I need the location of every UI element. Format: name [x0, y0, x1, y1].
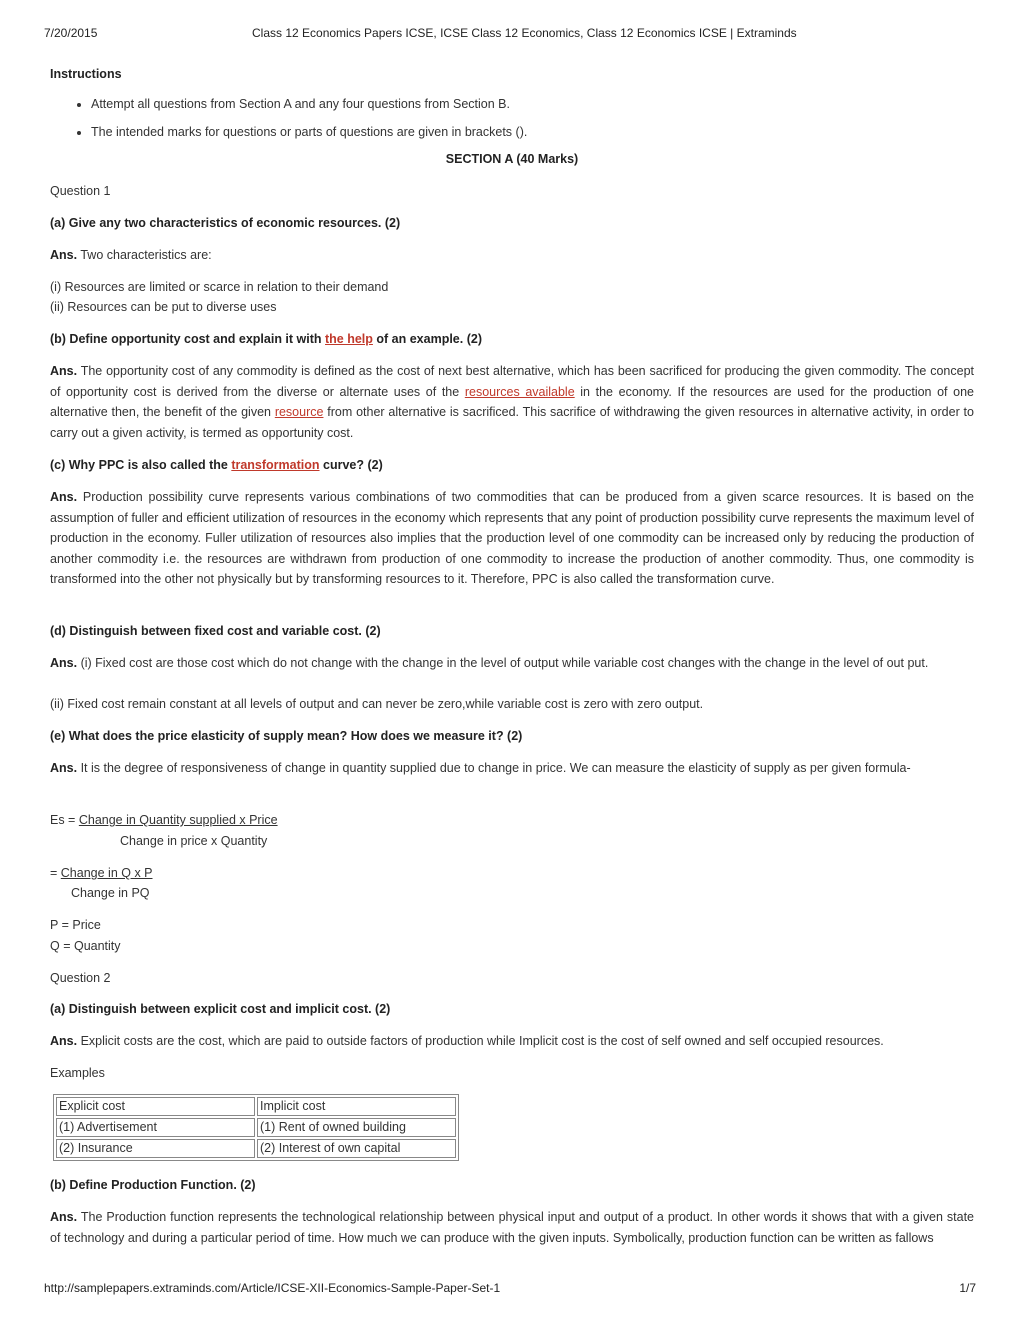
ans-label: Ans. — [50, 656, 78, 670]
table-row — [56, 1118, 456, 1137]
q1c-question: (c) Why PPC is also called the transformation curve? (2) — [50, 458, 383, 472]
section-a-heading: SECTION A (40 Marks) — [445, 152, 579, 166]
q1d-question: (d) Distinguish between fixed cost and variable cost. (2) — [50, 624, 381, 638]
ans-label: Ans. — [50, 761, 78, 775]
ans-label: Ans. — [50, 1034, 78, 1048]
table-cell: (2) Insurance — [56, 1139, 255, 1158]
table-cell: (1) Advertisement — [56, 1118, 255, 1137]
q1a-point-1: (i) Resources are limited or scarce in relation to their demand — [50, 280, 389, 294]
print-date: 7/20/2015 — [44, 26, 98, 40]
q1c-answer: Ans. Production possibility curve represents various combinations of two commodities that can be produced from a given scarce resources. It is based on the assumption of fuller and efficient utilization of resources in the economy which represents that any point of production possibility curve represents the maximum level of production in the economy. Fuller utilization of resources also implies that the production level of one commodity can be increased only by reducing the production of another commodity i.e. the resources are withdrawn from production of one commodity to increase the production of another commodity. Thus, one commodity is transformed into the other not physically but by transforming resources to it. Therefore, PPC is also called the transformation curve. — [50, 490, 974, 586]
q1b-question: (b) Define opportunity cost and explain it with the help of an example. (2) — [50, 332, 482, 346]
q1e-question: (e) What does the price elasticity of supply mean? How does we measure it? (2) — [50, 729, 523, 743]
q1b-answer: Ans. The opportunity cost of any commodity is defined as the cost of next best alternative, which has been sacrificed for producing the given commodity. The concept of opportunity cost is derived from the diverse or alternate uses of the resources available in the economy. If the resources are used for the production of one alternative then, the benefit of the given resource from other alternative is sacrificed. This sacrifice of withdrawing the given resources in alternative activity, in order to carry out a given activity, is termed as opportunity cost. — [50, 364, 974, 440]
instruction-item: • Attempt all questions from Section A and any four questions from Section B. — [91, 94, 971, 115]
q2a-answer: Ans. Explicit costs are the cost, which are paid to outside factors of production while Implicit cost is the cost of self owned and self occupied resources. — [50, 1034, 884, 1048]
formula-2-numerator: = Change in Q x P — [50, 866, 153, 880]
ans-label: Ans. — [50, 364, 78, 378]
price-definition: P = Price — [50, 918, 101, 932]
table-cell: (1) Rent of owned building — [257, 1118, 456, 1137]
q1e-answer: Ans. It is the degree of responsiveness of change in quantity supplied due to change in price. We can measure the elasticity of supply as per given formula- — [50, 761, 911, 775]
question-1-label: Question 1 — [50, 184, 111, 198]
formula-2-denominator: Change in PQ — [71, 886, 150, 900]
ans-label: Ans. — [50, 490, 78, 504]
examples-label: Examples — [50, 1066, 105, 1080]
q2b-question: (b) Define Production Function. (2) — [50, 1178, 256, 1192]
resource-link[interactable]: resource — [274, 405, 324, 419]
transformation-link[interactable]: transformation — [231, 458, 320, 472]
table-header-row — [56, 1097, 456, 1116]
page-url: http://samplepapers.extraminds.com/Article/ICSE-XII-Economics-Sample-Paper-Set-1 — [44, 1281, 501, 1295]
help-link[interactable]: the help — [325, 332, 373, 346]
table-header-cell: Implicit cost — [257, 1097, 456, 1116]
q1d-answer: Ans. (i) Fixed cost are those cost which do not change with the change in the level of output while variable cost changes with the change in the level of out put. — [50, 656, 929, 670]
formula-1-denominator: Change in price x Quantity — [120, 834, 268, 848]
formula-1-numerator: Es = Change in Quantity supplied x Price — [50, 813, 278, 827]
table-row — [56, 1139, 456, 1158]
instructions-heading: Instructions — [50, 67, 122, 81]
page-number: 1/7 — [959, 1281, 976, 1295]
q2b-answer: Ans. The Production function represents the technological relationship between physical input and output of a product. In other words it shows that with a given state of technology and during a particular period of time. How much we can produce with the given inputs. Symbolically, production function can be written as fallows — [50, 1210, 974, 1245]
table-header-cell: Explicit cost — [56, 1097, 255, 1116]
ans-label: Ans. — [50, 248, 78, 262]
table-cell: (2) Interest of own capital — [257, 1139, 456, 1158]
ans-label: Ans. — [50, 1210, 78, 1224]
cost-examples-table — [53, 1094, 459, 1161]
instructions-list — [50, 94, 971, 149]
quantity-definition: Q = Quantity — [50, 939, 121, 953]
q1d-answer-2: (ii) Fixed cost remain constant at all levels of output and can never be zero,while variable cost is zero with zero output. — [50, 697, 704, 711]
resources-available-link[interactable]: resources available — [464, 384, 575, 399]
q1a-question: (a) Give any two characteristics of economic resources. (2) — [50, 216, 401, 230]
q1a-answer: Ans. Two characteristics are: — [50, 248, 212, 262]
q1a-point-2: (ii) Resources can be put to diverse uses — [50, 300, 277, 314]
instruction-item: • The intended marks for questions or parts of questions are given in brackets (). — [91, 122, 971, 143]
question-2-label: Question 2 — [50, 971, 111, 985]
q2a-question: (a) Distinguish between explicit cost and implicit cost. (2) — [50, 1002, 391, 1016]
page-title: Class 12 Economics Papers ICSE, ICSE Class 12 Economics, Class 12 Economics ICSE | Extraminds — [252, 26, 797, 40]
